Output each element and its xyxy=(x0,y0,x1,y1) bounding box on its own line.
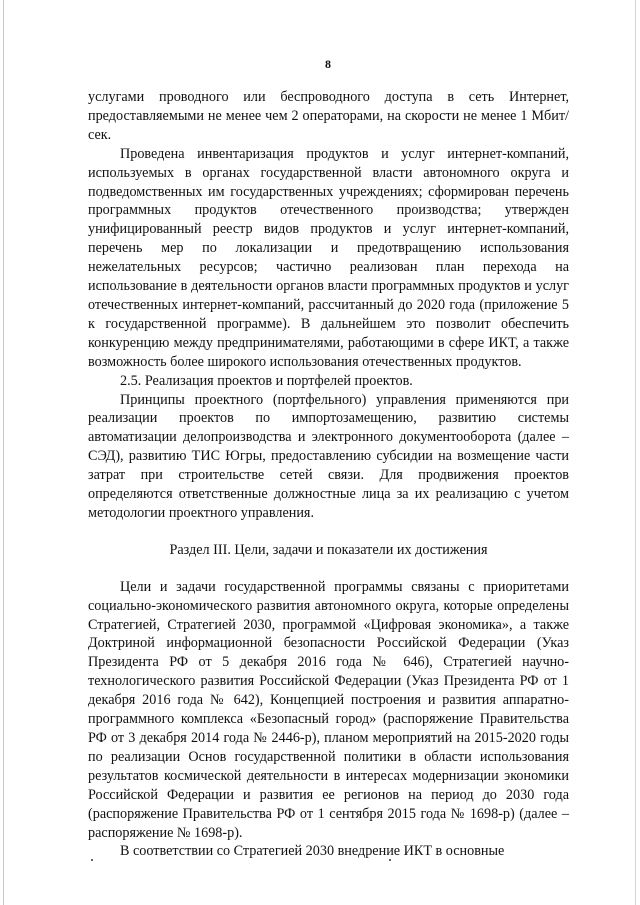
paragraph-project-management: Принципы проектного (портфельного) управления применяются при реализации проектов по импортозамещению, развитию системы автоматизации делопроизводства и электронного документооборота (далее – СЭД), развитию ТИС Югры, предоставлению субсидии на возмещение части затрат при строительстве сетей связи. Для продвижения проектов определяются ответственные должностные лица за их реализацию с учетом методологии проектного управления. xyxy=(88,391,569,521)
paragraph-strategy-2030: В соответствии со Стратегией 2030 внедрение ИКТ в основные xyxy=(120,843,505,860)
scan-edge-left xyxy=(3,0,4,905)
scan-edge-right xyxy=(635,0,636,905)
page-number: 8 xyxy=(325,57,331,71)
document-body xyxy=(88,88,569,861)
scan-dot-right xyxy=(389,859,391,861)
paragraph-goals: Цели и задачи государственной программы связаны с приоритетами социально-экономического развития автономного округа, которые определены Стратегией, Стратегией 2030, программой «Цифровая экономика», а также Доктриной информационной безопасности Российской Федерации (Указ Президента РФ от 5 декабря 2016 года № 646), Стратегией научно-технологического развития Российской Федерации (Указ Президента РФ от 1 декабря 2016 года № 642), Концепцией построения и развития аппаратно-программного комплекса «Безопасный город» (распоряжение Правительства РФ от 3 декабря 2014 года № 2446-р), планом мероприятий на 2015-2020 годы по реализации Основ государственной политики в области использования результатов космической деятельности в интересах модернизации экономики Российской Федерации и развития ее регионов на период до 2030 года (распоряжение Правительства РФ от 1 сентября 2015 года № 1698-р) (далее – распоряжение № 1698-р). xyxy=(88,578,569,841)
paragraph-continuation: услугами проводного или беспроводного доступа в сеть Интернет, предоставляемыми не менее чем 2 операторами, на скорости не менее 1 Мбит/сек. xyxy=(88,89,569,143)
paragraph-inventory: Проведена инвентаризация продуктов и услуг интернет-компаний, используемых в органах государственной власти автономного округа и подведомственных им государственных учреждениях; сформирован перечень программных продуктов отечественного производства; утвержден унифицированный реестр видов продуктов и услуг интернет-компаний, перечень мер по локализации и предотвращению использования нежелательных ресурсов; частично реализован план перехода на использование в деятельности органов власти программных продуктов и услуг отечественных интернет-компаний, рассчитанный до 2020 года (приложение 5 к государственной программе). В дальнейшем это позволит обеспечить конкуренцию между предпринимателями, работающими в сфере ИКТ, а также возможность более широкого использования отечественных продуктов. xyxy=(88,145,569,370)
subsection-heading-2-5: 2.5. Реализация проектов и портфелей проектов. xyxy=(120,372,413,389)
section-heading: Раздел III. Цели, задачи и показатели их достижения xyxy=(169,541,488,558)
scan-dot-left xyxy=(91,859,93,861)
